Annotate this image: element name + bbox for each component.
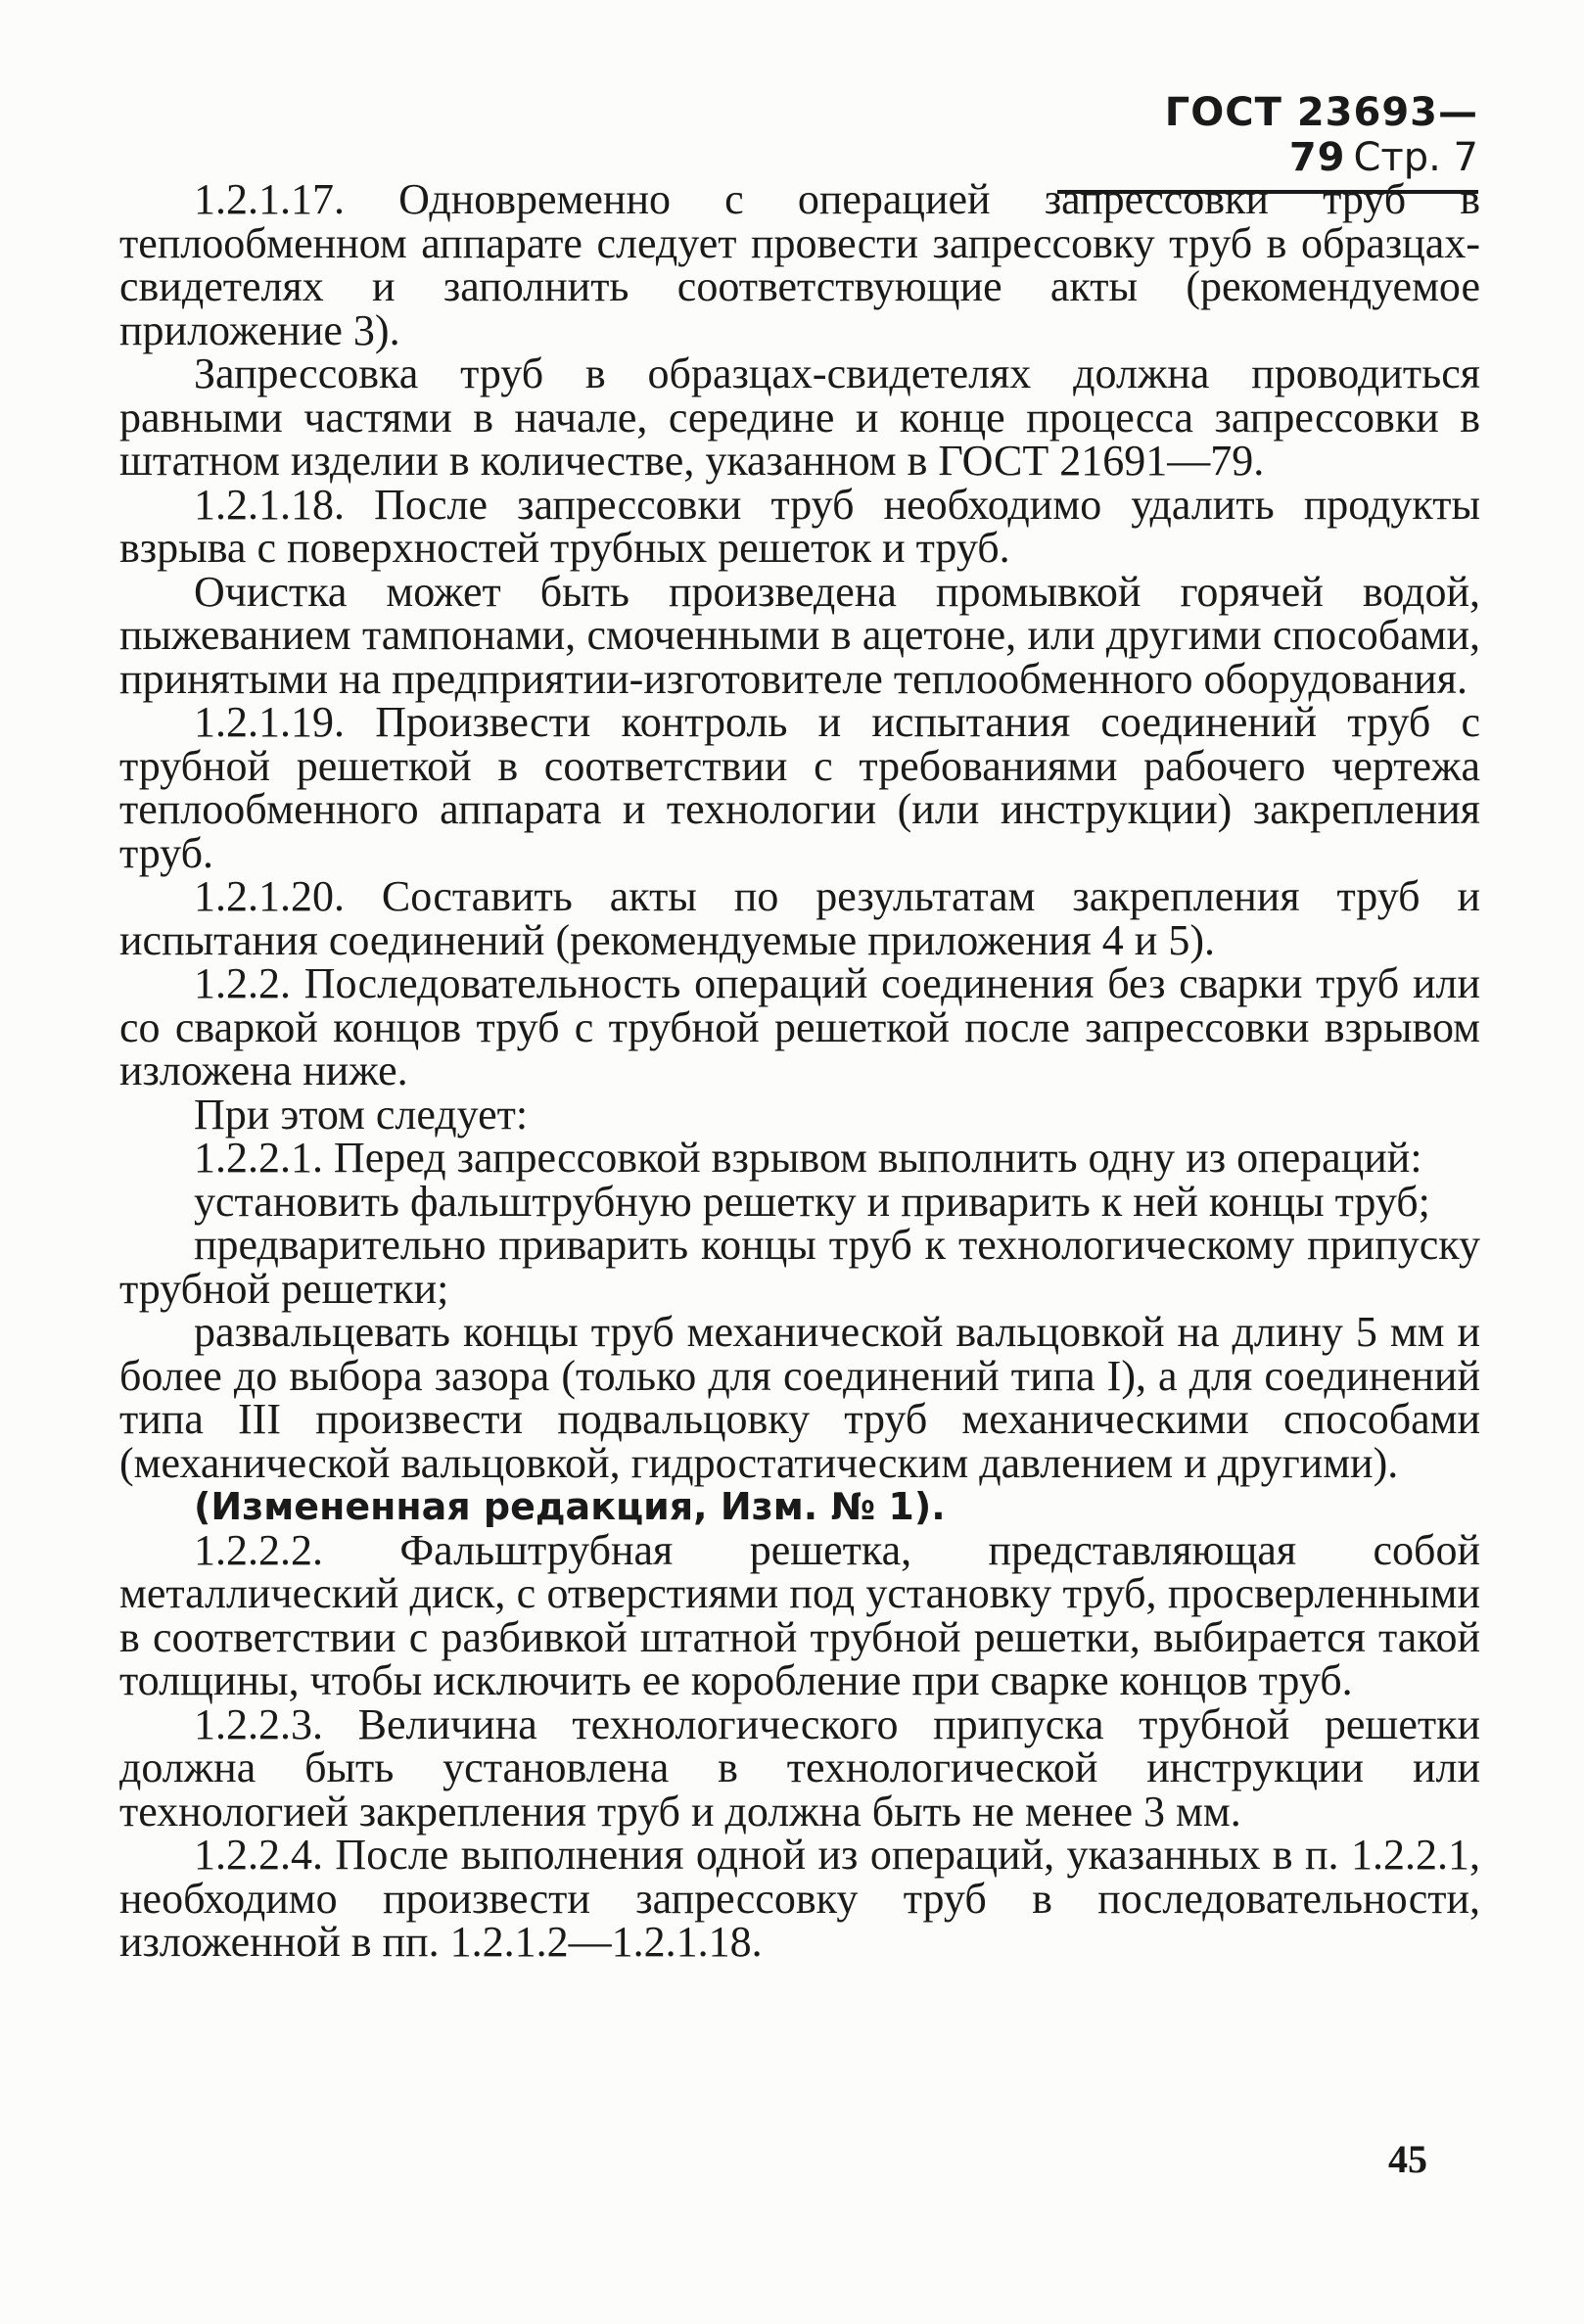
- paragraph-in-this-case: При этом следует:: [194, 1090, 529, 1139]
- list-item-preweld: предварительно приварить концы труб к технологическому припуску трубной решетки;: [119, 1221, 1480, 1313]
- paragraph-1-2-1-20: 1.2.1.20. Составить акты по результатам закрепления труб и испытания соединений (рекомендуемые приложения 4 и 5).: [119, 872, 1480, 964]
- page-reference: Стр. 7: [1353, 135, 1478, 180]
- standard-designation: ГОСТ 23693—79: [1164, 90, 1478, 180]
- paragraph-cleaning: Очистка может быть произведена промывкой горячей водой, пыжеванием тампонами, смоченными в ацетоне, или другими способами, принятыми на предприятии-изготовителе теплообменного оборудования.: [119, 567, 1480, 703]
- paragraph-1-2-1-19: 1.2.1.19. Произвести контроль и испытания соединений труб с трубной решеткой в соответствии с требованиями рабочего чертежа теплообменного аппарата и технологии (или инструкции) закрепления труб.: [119, 698, 1480, 877]
- paragraph-witness-samples: Запрессовка труб в образцах-свидетелях должна проводиться равными частями в начале, середине и конце процесса запрессовки в штатном изделии в количестве, указанном в ГОСТ 21691—79.: [119, 349, 1480, 485]
- amendment-note: (Измененная редакция, Изм. № 1).: [194, 1485, 946, 1528]
- paragraph-1-2-2-4: 1.2.2.4. После выполнения одной из операций, указанных в п. 1.2.2.1, необходимо произвести запрессовку труб в последовательности, изложенной в пп. 1.2.1.2—1.2.1.18.: [119, 1831, 1480, 1966]
- paragraph-1-2-1-17: 1.2.1.17. Одновременно с операцией запрессовки труб в теплообменном аппарате следует провести запрессовку труб в образцах-свидетелях и заполнить соответствующие акты (рекомендуемое приложение 3).: [119, 175, 1480, 354]
- list-item-roll-expand: развальцевать концы труб механической вальцовкой на длину 5 мм и более до выбора зазора (только для соединений типа I), а для соединений типа III произвести подвальцовку труб механическими способами (механической вальцовкой, гидростатическим давлением и другими).: [119, 1308, 1480, 1487]
- paragraph-1-2-2-3: 1.2.2.3. Величина технологического припуска трубной решетки должна быть установлена в технологической инструкции или технологией закрепления труб и должна быть не менее 3 мм.: [119, 1699, 1480, 1836]
- paragraph-1-2-2-1: 1.2.2.1. Перед запрессовкой взрывом выполнить одну из операций:: [194, 1134, 1422, 1182]
- paragraph-1-2-2: 1.2.2. Последовательность операций соединения без сварки труб или со сваркой концов труб с трубной решеткой после запрессовки взрывом изложена ниже.: [119, 959, 1480, 1094]
- page-number: 45: [1388, 2137, 1427, 2181]
- paragraph-1-2-2-2: 1.2.2.2. Фальштрубная решетка, представляющая собой металлический диск, с отверстиями под установку труб, просверленными в соответствии с разбивкой штатной трубной решетки, выбирается такой толщины, чтобы исключить ее коробление при сварке концов труб.: [119, 1525, 1480, 1704]
- paragraph-1-2-1-18: 1.2.1.18. После запрессовки труб необходимо удалить продукты взрыва с поверхностей трубных решеток и труб.: [119, 480, 1480, 572]
- document-body: [119, 175, 1480, 1966]
- list-item-false-tubesheet: установить фальштрубную решетку и приварить к ней концы труб;: [194, 1177, 1430, 1226]
